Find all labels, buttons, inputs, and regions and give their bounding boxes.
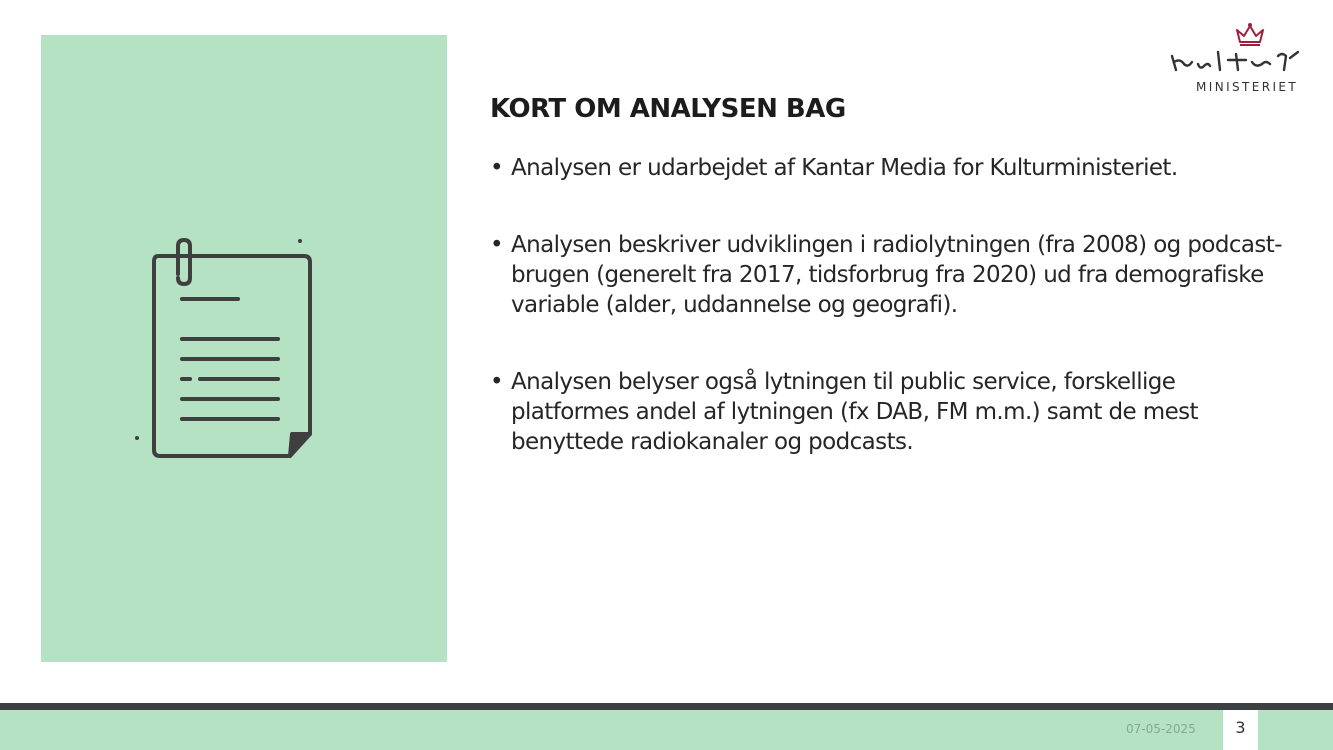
footer-date: 07-05-2025 bbox=[1126, 722, 1196, 736]
bullet-item bbox=[490, 153, 1290, 183]
bullet-text: Analysen belyser også lytningen til public service, forskellige platformes andel af lytningen (fx DAB, FM m.m.) samt de mest benyttede radiokanaler og podcasts. bbox=[511, 369, 1198, 455]
bullet-item bbox=[490, 367, 1290, 457]
bullet-item bbox=[490, 230, 1290, 320]
page-number: 3 bbox=[1235, 718, 1246, 737]
kulturministeriet-logo bbox=[1166, 22, 1316, 102]
bullet-list bbox=[490, 153, 1290, 457]
crown-icon bbox=[1166, 22, 1316, 78]
logo-wordmark: MINISTERIET bbox=[1196, 80, 1299, 94]
bullet-glyph: • bbox=[490, 369, 503, 395]
bullet-text: Analysen er udarbejdet af Kantar Media for Kulturministeriet. bbox=[511, 155, 1178, 181]
document-icon bbox=[130, 236, 330, 466]
bullet-text: Analysen beskriver udviklingen i radiolytningen (fra 2008) og podcast-brugen (generelt fra 2017, tidsforbrug fra 2020) ud fra demografiske variable (alder, uddannelse og geografi). bbox=[511, 232, 1282, 318]
bullet-glyph: • bbox=[490, 155, 503, 181]
page-number-box bbox=[1223, 710, 1258, 750]
slide-title: KORT OM ANALYSEN BAG bbox=[490, 94, 846, 124]
bullet-glyph: • bbox=[490, 232, 503, 258]
